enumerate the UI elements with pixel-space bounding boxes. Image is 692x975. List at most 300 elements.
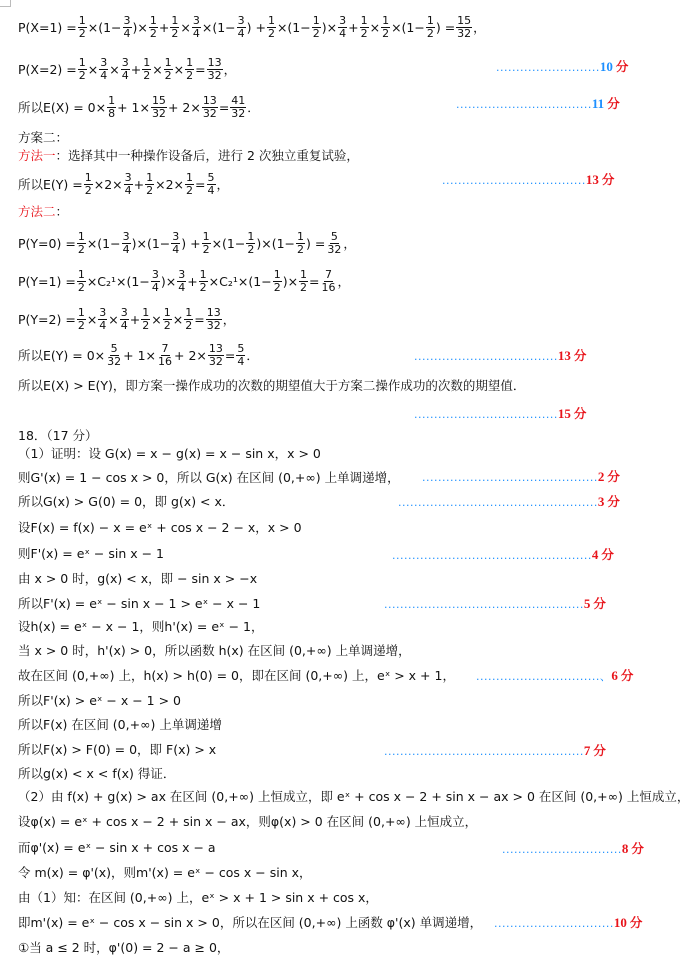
fraction <box>141 307 150 332</box>
numerator: 1 <box>142 305 150 319</box>
numerator: 1 <box>273 267 281 281</box>
fraction <box>170 15 179 40</box>
score-points: 11 <box>591 96 605 111</box>
denominator: 2 <box>143 68 151 82</box>
score-marker <box>422 467 620 485</box>
denominator: 4 <box>121 68 129 82</box>
text-run: )×(1− <box>256 235 296 251</box>
text-run: ×(1− <box>86 235 121 251</box>
denominator: 16 <box>158 354 173 368</box>
text-run: )× <box>160 273 177 289</box>
text-run: 18．（17 分） <box>18 428 98 443</box>
text-run: 设F(x) = f(x) − x = eˣ + cos x − 2 − x，x > 0 <box>18 520 302 535</box>
text-run: + <box>133 176 145 192</box>
denominator: 4 <box>178 280 186 294</box>
text-run: × <box>173 61 185 77</box>
denominator: 4 <box>122 242 130 256</box>
page-corner-mark <box>0 0 11 7</box>
fraction <box>184 307 193 332</box>
fraction <box>206 307 222 332</box>
denominator: 2 <box>297 242 305 256</box>
fraction <box>121 57 130 82</box>
denominator: 2 <box>171 26 179 40</box>
fraction <box>122 231 131 256</box>
fraction <box>78 15 87 40</box>
denominator: 2 <box>185 318 193 332</box>
denominator: 2 <box>360 26 368 40</box>
fraction <box>177 269 186 294</box>
numerator: 3 <box>237 13 245 27</box>
text-run: 所以F(x) > F(0) = 0，即 F(x) > x <box>18 742 217 757</box>
score-marker <box>384 741 606 759</box>
text-run: P(X=1) = <box>18 19 77 35</box>
text-run: = <box>309 273 320 289</box>
fraction <box>296 231 305 256</box>
numerator: 1 <box>164 55 172 69</box>
text-run: 设h(x) = eˣ − x − 1，则h'(x) = eˣ − 1， <box>18 619 264 634</box>
score-points: 5 <box>583 596 591 611</box>
text-run: + <box>187 273 198 289</box>
text-run: × <box>86 311 98 327</box>
numerator: 13 <box>207 55 222 69</box>
numerator: 1 <box>185 305 193 319</box>
leader-dots: .................................. <box>456 98 592 111</box>
denominator: 2 <box>186 68 194 82</box>
numerator: 1 <box>146 170 154 184</box>
text-run: ， <box>223 62 237 77</box>
score-unit: 分 <box>593 743 606 758</box>
leader-dots: .............................. <box>494 917 614 930</box>
score-unit: 分 <box>607 469 620 484</box>
numerator: 1 <box>202 229 210 243</box>
numerator: 7 <box>161 341 169 355</box>
score-marker <box>502 839 644 857</box>
text-run: （2）由 f(x) + g(x) > ax 在区间 (0,+∞) 上恒成立，即 eˣ + cos x − 2 + sin x − ax > 0 在区间 (0,+∞) 上恒成立， <box>18 789 690 804</box>
text-run: × <box>369 19 381 35</box>
fraction <box>77 231 86 256</box>
text-run: 所以E(X) = 0× <box>18 100 107 115</box>
fraction <box>202 231 211 256</box>
leader-dots: .................................... <box>414 350 558 363</box>
denominator: 2 <box>164 68 172 82</box>
text-run: ， <box>337 274 351 289</box>
denominator: 2 <box>163 318 171 332</box>
numerator: 13 <box>202 93 217 107</box>
leader-dots: ............................................ <box>422 471 598 484</box>
denominator: 4 <box>123 26 131 40</box>
fraction <box>78 57 87 82</box>
method-label: 方法二 <box>18 204 56 219</box>
solution-line <box>18 370 525 400</box>
solution-line <box>18 224 356 262</box>
numerator: 13 <box>208 341 223 355</box>
fraction <box>164 57 173 82</box>
text-run: 所以F'(x) = eˣ − sin x − 1 > eˣ − x − 1 <box>18 596 261 611</box>
denominator: 4 <box>120 318 128 332</box>
numerator: 1 <box>267 13 275 27</box>
text-run: 所以G(x) > G(0) = 0，即 g(x) < x． <box>18 494 235 509</box>
text-run: 则F'(x) = eˣ − sin x − 1 <box>18 546 165 561</box>
numerator: 3 <box>123 13 131 27</box>
score-marker <box>442 170 614 188</box>
fraction <box>456 15 472 40</box>
numerator: 3 <box>192 13 200 27</box>
fraction <box>230 95 246 120</box>
numerator: 1 <box>143 55 151 69</box>
score-unit: 分 <box>631 841 644 856</box>
leader-dots: .............................. <box>502 843 622 856</box>
text-run: （1）证明：设 G(x) = x − g(x) = x − sin x，x > 0 <box>18 446 321 461</box>
numerator: 1 <box>77 267 85 281</box>
leader-dots: .................................................. <box>398 496 598 509</box>
fraction <box>207 172 216 197</box>
denominator: 2 <box>149 26 157 40</box>
solution-line <box>18 196 68 226</box>
denominator: 2 <box>84 183 92 197</box>
denominator: 32 <box>231 106 246 120</box>
denominator: 2 <box>300 280 308 294</box>
numerator: 1 <box>163 305 171 319</box>
numerator: 5 <box>110 341 118 355</box>
text-run: )× <box>321 19 338 35</box>
numerator: 15 <box>151 93 166 107</box>
text-run: = <box>195 176 206 192</box>
fraction <box>237 15 246 40</box>
leader-dots: .................................................. <box>384 745 584 758</box>
fraction <box>202 95 218 120</box>
score-points: 8 <box>621 841 629 856</box>
denominator: 8 <box>108 106 116 120</box>
score-marker <box>494 913 642 931</box>
fraction <box>236 343 245 368</box>
numerator: 1 <box>300 267 308 281</box>
numerator: 1 <box>171 13 179 27</box>
fraction <box>145 172 154 197</box>
denominator: 2 <box>78 68 86 82</box>
score-points: 10 <box>599 59 613 74</box>
text-run: 由 x > 0 时，g(x) < x，即 − sin x > −x <box>18 571 258 586</box>
text-run: + 1× <box>123 347 157 363</box>
text-run: × <box>108 311 119 327</box>
denominator: 2 <box>142 318 150 332</box>
numerator: 1 <box>108 93 116 107</box>
score-marker <box>414 346 586 364</box>
solution-line <box>18 300 235 338</box>
text-run: 当 x > 0 时，h'(x) > 0，所以函数 h(x) 在区间 (0,+∞) 上单调递增， <box>18 643 411 658</box>
numerator: 1 <box>84 170 92 184</box>
text-run: ， <box>222 312 236 327</box>
numerator: 3 <box>172 229 180 243</box>
denominator: 32 <box>207 68 222 82</box>
numerator: 5 <box>237 341 245 355</box>
numerator: 3 <box>124 170 132 184</box>
text-run: + 1× <box>117 99 150 115</box>
fraction <box>299 269 308 294</box>
leader-dots: .................................................. <box>384 598 584 611</box>
denominator: 2 <box>77 280 85 294</box>
denominator: 2 <box>273 280 281 294</box>
text-run: 所以E(Y) = 0× <box>18 348 106 363</box>
score-points: 7 <box>583 743 591 758</box>
denominator: 4 <box>151 280 159 294</box>
denominator: 4 <box>237 26 245 40</box>
text-run: 所以E(Y) = <box>18 177 83 192</box>
text-run: ：选择其中一种操作设备后，进行 2 次独立重复试验， <box>55 148 359 163</box>
score-points: 3 <box>597 494 605 509</box>
text-run: 由（1）知：在区间 (0,+∞) 上，eˣ > x + 1 > sin x + cos x， <box>18 890 378 905</box>
numerator: 1 <box>297 229 305 243</box>
numerator: 1 <box>199 267 207 281</box>
numerator: 41 <box>231 93 246 107</box>
numerator: 1 <box>78 13 86 27</box>
numerator: 3 <box>178 267 186 281</box>
fraction <box>381 15 390 40</box>
numerator: 3 <box>339 13 347 27</box>
denominator: 32 <box>151 106 166 120</box>
fraction <box>192 15 201 40</box>
text-run: × <box>172 311 184 327</box>
numerator: 5 <box>207 170 215 184</box>
numerator: 1 <box>247 229 255 243</box>
score-points: 15 <box>557 406 571 421</box>
numerator: 15 <box>457 13 472 27</box>
denominator: 4 <box>207 183 215 197</box>
numerator: 3 <box>120 305 128 319</box>
text-run: = <box>194 311 205 327</box>
numerator: 1 <box>77 229 85 243</box>
fraction <box>149 15 158 40</box>
text-run: × <box>152 61 163 77</box>
solution-line <box>18 336 259 374</box>
score-points: 10 <box>613 915 627 930</box>
text-run: × <box>151 311 162 327</box>
text-run: ×(1− <box>391 19 425 35</box>
fraction <box>208 343 224 368</box>
fraction <box>185 172 194 197</box>
denominator: 4 <box>339 26 347 40</box>
numerator: 3 <box>151 267 159 281</box>
text-run: ×2× <box>93 176 123 192</box>
numerator: 13 <box>206 305 221 319</box>
fraction <box>163 307 172 332</box>
fraction <box>151 95 167 120</box>
fraction <box>273 269 282 294</box>
denominator: 32 <box>107 354 122 368</box>
numerator: 1 <box>312 13 320 27</box>
score-marker <box>456 94 620 112</box>
denominator: 2 <box>186 183 194 197</box>
text-run: + <box>130 61 142 77</box>
fraction <box>107 95 116 120</box>
fraction <box>321 269 337 294</box>
text-run: P(Y=0) = <box>18 235 76 251</box>
score-unit: 分 <box>593 596 606 611</box>
text-run: × <box>87 61 99 77</box>
fraction <box>338 15 347 40</box>
leader-dots: ...............................、 <box>476 670 612 683</box>
fraction <box>106 343 122 368</box>
denominator: 4 <box>124 183 132 197</box>
fraction <box>267 15 276 40</box>
denominator: 4 <box>172 242 180 256</box>
text-run: 所以F'(x) > eˣ − x − 1 > 0 <box>18 693 182 708</box>
text-run: )× <box>132 19 148 35</box>
fraction <box>120 307 129 332</box>
numerator: 3 <box>99 305 107 319</box>
denominator: 2 <box>78 26 86 40</box>
score-points: 2 <box>597 469 605 484</box>
solution-line <box>18 262 350 300</box>
score-unit: 分 <box>607 494 620 509</box>
solution-line <box>18 88 260 126</box>
numerator: 1 <box>78 55 86 69</box>
fraction <box>151 269 160 294</box>
numerator: 1 <box>186 55 194 69</box>
score-unit: 分 <box>620 668 634 683</box>
score-marker <box>392 545 614 563</box>
leader-dots: .................................................. <box>392 549 592 562</box>
score-unit: 分 <box>601 172 615 187</box>
score-marker <box>384 594 606 612</box>
score-marker <box>414 404 586 422</box>
text-run: ) = <box>306 235 326 251</box>
text-run: P(X=2) = <box>18 61 77 77</box>
fraction <box>426 15 435 40</box>
denominator: 32 <box>202 106 217 120</box>
text-run: 而φ'(x) = eˣ − sin x + cos x − a <box>18 840 216 855</box>
text-run: ×(1− <box>276 19 311 35</box>
text-run: ) + <box>181 235 201 251</box>
numerator: 1 <box>186 170 194 184</box>
denominator: 4 <box>192 26 200 40</box>
score-marker <box>476 666 633 684</box>
fraction <box>77 307 86 332</box>
score-points: 4 <box>591 547 599 562</box>
fraction <box>185 57 194 82</box>
fraction <box>199 269 208 294</box>
score-unit: 分 <box>629 915 643 930</box>
text-run: 即m'(x) = eˣ − cos x − sin x > 0，所以在区间 (0,+∞) 上函数 φ'(x) 单调递增， <box>18 915 483 930</box>
denominator: 16 <box>321 280 336 294</box>
denominator: 2 <box>267 26 275 40</box>
text-run: 所以F(x) 在区间 (0,+∞) 上单调递增 <box>18 717 222 732</box>
text-run: 故在区间 (0,+∞) 上，h(x) > h(0) = 0，即在区间 (0,+∞) 上，eˣ > x + 1， <box>18 668 455 683</box>
denominator: 2 <box>202 242 210 256</box>
solution-line <box>18 8 486 46</box>
text-run: P(Y=1) = <box>18 273 76 289</box>
text-run: = <box>224 347 236 363</box>
denominator: 2 <box>199 280 207 294</box>
score-points: 13 <box>585 172 599 187</box>
text-run: 则G'(x) = 1 − cos x > 0，所以 G(x) 在区间 (0,+∞) 上单调递增， <box>18 470 400 485</box>
text-run: ： <box>55 204 69 219</box>
text-run: 令 m(x) = φ'(x)，则m'(x) = eˣ − cos x − sin x， <box>18 865 312 880</box>
text-run: 所以g(x) < x < f(x) 得证． <box>18 766 176 781</box>
score-unit: 分 <box>573 348 587 363</box>
score-unit: 分 <box>607 96 620 111</box>
score-unit: 分 <box>601 547 614 562</box>
leader-dots: .......................... <box>496 61 600 74</box>
denominator: 2 <box>146 183 154 197</box>
fraction <box>84 172 93 197</box>
score-unit: 分 <box>615 59 629 74</box>
text-run: ， <box>343 236 356 251</box>
denominator: 4 <box>99 318 107 332</box>
text-run: ． <box>246 348 259 363</box>
fraction <box>157 343 173 368</box>
text-run: 所以E(X) > E(Y)，即方案一操作成功的次数的期望值大于方案二操作成功的次数的期望值． <box>18 378 526 393</box>
denominator: 32 <box>457 26 472 40</box>
numerator: 5 <box>330 229 338 243</box>
text-run: )×(1− <box>131 235 171 251</box>
text-run: P(Y=2) = <box>18 311 76 327</box>
text-run: ) = <box>435 19 456 35</box>
numerator: 1 <box>426 13 434 27</box>
score-marker <box>496 57 628 75</box>
fraction <box>326 231 342 256</box>
score-marker <box>398 492 620 510</box>
fraction <box>99 57 108 82</box>
denominator: 2 <box>77 242 85 256</box>
text-run: + <box>129 311 141 327</box>
numerator: 3 <box>100 55 108 69</box>
text-run: × <box>109 61 120 77</box>
numerator: 3 <box>122 229 130 243</box>
text-run: ×(1− <box>201 19 236 35</box>
numerator: 1 <box>382 13 390 27</box>
text-run: ． <box>247 100 260 115</box>
score-points: 13 <box>557 348 571 363</box>
denominator: 2 <box>312 26 320 40</box>
text-run: + 2× <box>174 347 207 363</box>
text-run: ) + <box>246 19 266 35</box>
numerator: 3 <box>121 55 129 69</box>
fraction <box>207 57 223 82</box>
text-run: + 2× <box>167 99 201 115</box>
text-run: ， <box>473 20 486 35</box>
fraction <box>360 15 369 40</box>
denominator: 32 <box>208 354 223 368</box>
text-run: + <box>158 19 170 35</box>
text-run: = <box>195 61 206 77</box>
denominator: 2 <box>382 26 390 40</box>
denominator: 2 <box>77 318 85 332</box>
score-points: 6 <box>611 668 618 683</box>
numerator: 7 <box>325 267 333 281</box>
text-run: ×2× <box>155 176 185 192</box>
fraction <box>77 269 86 294</box>
fraction <box>171 231 180 256</box>
denominator: 32 <box>327 242 342 256</box>
method-label: 方法一 <box>18 148 56 163</box>
text-run: ×(1− <box>211 235 246 251</box>
text-run: ×C₂¹×(1− <box>208 273 272 289</box>
text-run: 方案二： <box>18 130 69 145</box>
fraction <box>312 15 321 40</box>
fraction <box>123 15 132 40</box>
leader-dots: .................................... <box>414 408 558 421</box>
denominator: 4 <box>100 68 108 82</box>
fraction <box>98 307 107 332</box>
text-run: = <box>218 99 230 115</box>
leader-dots: .................................... <box>442 174 586 187</box>
solution-line <box>18 50 236 88</box>
denominator: 4 <box>237 354 245 368</box>
text-run: 设φ(x) = eˣ + cos x − 2 + sin x − ax，则φ(x) > 0 在区间 (0,+∞) 上恒成立， <box>18 814 478 829</box>
fraction <box>246 231 255 256</box>
text-run: )× <box>282 273 299 289</box>
fraction <box>142 57 151 82</box>
